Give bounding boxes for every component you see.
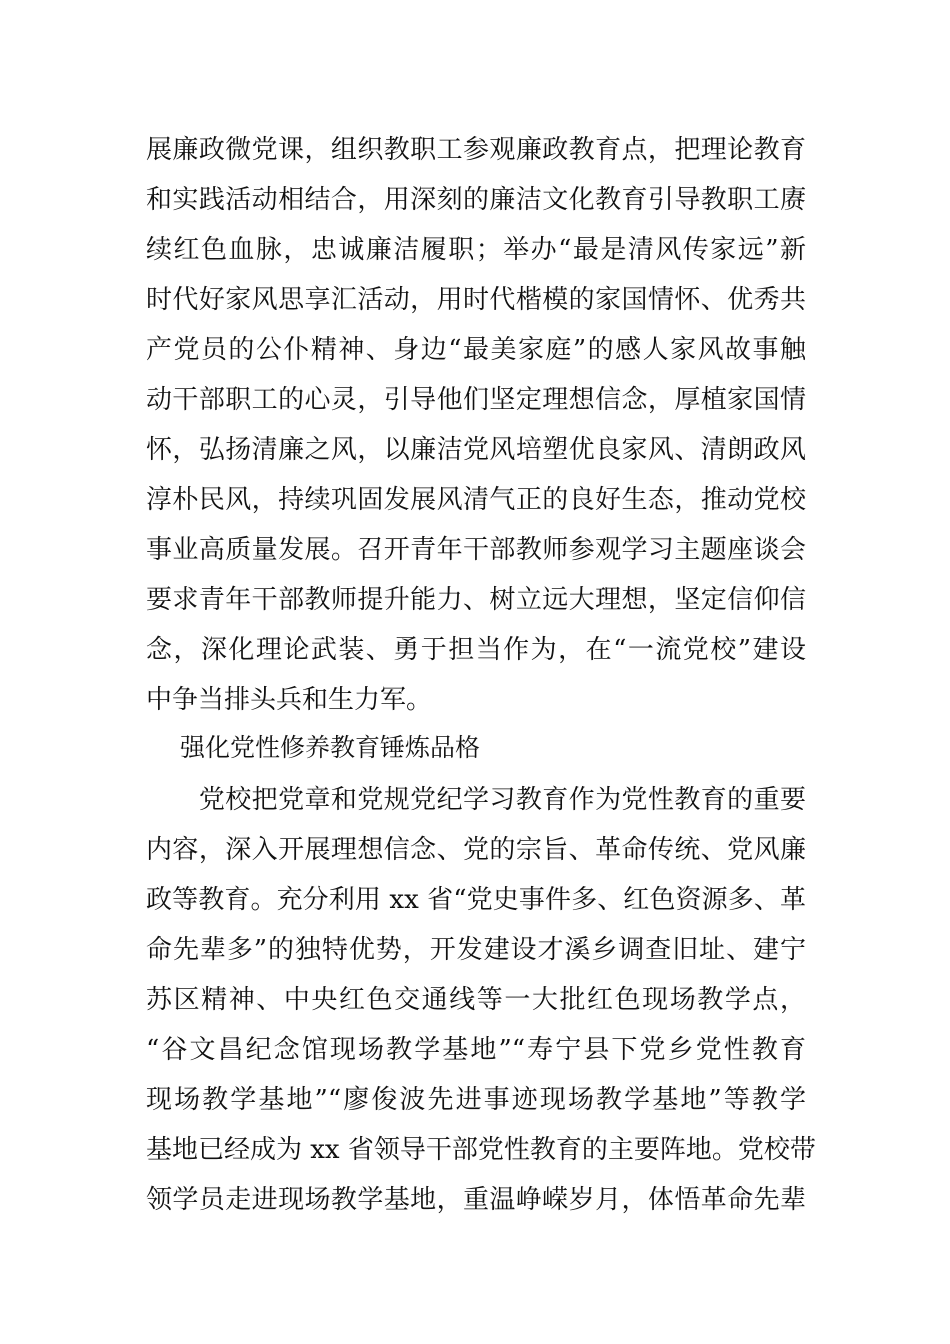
paragraph-line: 展廉政微党课，组织教职工参观廉政教育点，把理论教育: [146, 135, 806, 165]
paragraph-line: 基地已经成为 xx 省领导干部党性教育的主要阵地。党校带: [146, 1135, 816, 1165]
paragraph-line: 党校把党章和党规党纪学习教育作为党性教育的重要: [146, 785, 806, 815]
paragraph-line: 时代好家风思享汇活动，用时代楷模的家国情怀、优秀共: [146, 285, 806, 315]
paragraph-line: 内容，深入开展理想信念、党的宗旨、革命传统、党风廉: [146, 835, 806, 865]
paragraph-line: 产党员的公仆精神、身边“最美家庭”的感人家风故事触: [146, 335, 806, 365]
paragraph-line: 政等教育。充分利用 xx 省“党史事件多、红色资源多、革: [146, 885, 806, 915]
paragraph-line: 中争当排头兵和生力军。: [146, 685, 433, 715]
paragraph-line: 怀，弘扬清廉之风，以廉洁党风培塑优良家风、清朗政风: [146, 435, 806, 465]
paragraph-line: 要求青年干部教师提升能力、树立远大理想，坚定信仰信: [146, 585, 806, 615]
paragraph-line: “谷文昌纪念馆现场教学基地”“寿宁县下党乡党性教育: [146, 1035, 806, 1065]
paragraph-line: 命先辈多”的独特优势，开发建设才溪乡调查旧址、建宁: [146, 935, 806, 965]
paragraph-line: 现场教学基地”“廖俊波先进事迹现场教学基地”等教学: [146, 1085, 806, 1115]
paragraph-line: 淳朴民风，持续巩固发展风清气正的良好生态，推动党校: [146, 485, 806, 515]
paragraph-line: 续红色血脉，忠诚廉洁履职；举办“最是清风传家远”新: [146, 235, 806, 265]
section-heading: 强化党性修养教育锤炼品格: [180, 733, 481, 762]
paragraph-line: 领学员走进现场教学基地，重温峥嵘岁月，体悟革命先辈: [146, 1185, 806, 1215]
paragraph-line: 动干部职工的心灵，引导他们坚定理想信念，厚植家国情: [146, 385, 806, 415]
paragraph-line: 念，深化理论武装、勇于担当作为，在“一流党校”建设: [146, 635, 806, 665]
paragraph-line: 苏区精神、中央红色交通线等一大批红色现场教学点，: [146, 985, 806, 1015]
paragraph-line: 和实践活动相结合，用深刻的廉洁文化教育引导教职工赓: [146, 185, 806, 215]
paragraph-line: 事业高质量发展。召开青年干部教师参观学习主题座谈会: [146, 535, 806, 565]
